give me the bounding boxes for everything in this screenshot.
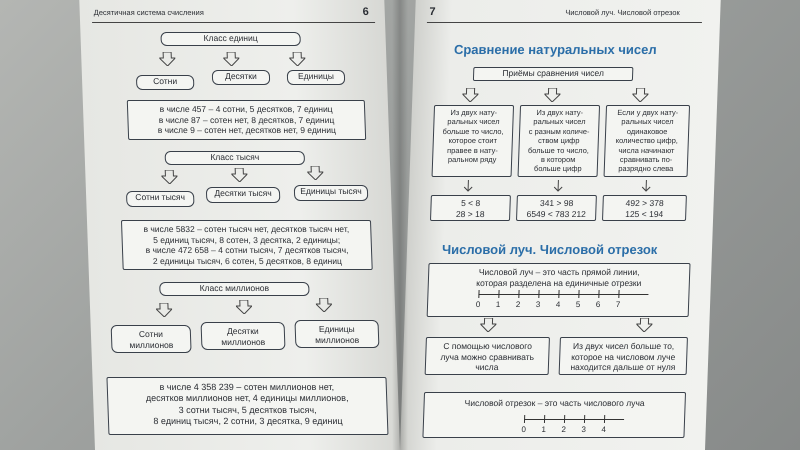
methods-title: Приёмы сравнения чисел	[473, 67, 633, 81]
number-segment	[521, 419, 624, 434]
ray-tick	[498, 290, 499, 298]
class-units-example: в числе 457 – 4 сотни, 5 десятков, 7 единиц в числе 87 – сотен нет, 8 десятков, 7 единиц в числе 9 – сотен нет, десятков нет, 9 единиц	[127, 100, 366, 140]
segment-tick-label: 1	[541, 425, 547, 434]
right-page	[400, 0, 721, 450]
section-title-number-ray: Числовой луч. Числовой отрезок	[441, 242, 658, 257]
thousands-ones: Единицы тысяч	[294, 185, 369, 201]
millions-hundreds: Сотни миллионов	[111, 325, 192, 353]
example-2: 341 > 98 6549 < 783 212	[516, 195, 597, 221]
units-tens: Десятки	[212, 70, 271, 85]
segment-tick	[544, 415, 545, 423]
header-rule	[92, 22, 375, 23]
ray-tick	[578, 290, 579, 298]
method-1: Из двух нату- ральных чисел больше то число, которое стоит правее в нату- ральном ряду	[432, 105, 515, 177]
segment-tick-label: 0	[521, 425, 527, 434]
millions-tens: Десятки миллионов	[201, 322, 286, 350]
left-page-number: 6	[362, 6, 370, 18]
left-page-header: Десятичная система счисления	[93, 8, 205, 17]
millions-ones: Единицы миллионов	[294, 320, 379, 348]
ray-tick-label: 1	[495, 300, 501, 309]
segment-tick-label: 2	[561, 425, 567, 434]
ray-tick	[618, 290, 619, 298]
right-page-header: Числовой луч. Числовой отрезок	[565, 8, 680, 17]
ray-tick-label: 2	[515, 300, 521, 309]
segment-tick	[604, 415, 605, 423]
segment-tick	[584, 415, 585, 423]
ray-tick	[598, 290, 599, 298]
segment-definition: Числовой отрезок – это часть числового луча	[464, 398, 645, 408]
segment-tick-label: 4	[601, 425, 607, 434]
section-title-comparison: Сравнение натуральных чисел	[453, 42, 657, 57]
ray-tick	[478, 290, 479, 298]
method-3: Если у двух нату- ральных чисел одинаковое количество цифр, числа начинают сравнивать по- разрядно слева	[604, 105, 691, 177]
ray-tick	[538, 290, 539, 298]
class-millions-title: Класс миллионов	[159, 282, 309, 296]
thousands-tens: Десятки тысяч	[206, 187, 281, 203]
right-page-number: 7	[429, 6, 436, 18]
ray-note-right: Из двух чисел больше то, которое на числовом луче находится дальше от нуля	[559, 337, 688, 375]
units-hundreds: Сотни	[136, 75, 195, 90]
header-rule	[427, 22, 702, 23]
segment-tick-label: 3	[581, 425, 587, 434]
left-page	[79, 0, 400, 450]
example-1: 5 < 8 28 > 18	[430, 195, 511, 221]
units-ones: Единицы	[287, 70, 346, 85]
segment-box	[422, 392, 686, 438]
class-units-title: Класс единиц	[160, 32, 300, 46]
ray-definition: Числовой луч – это часть прямой линии, которая разделена на единичные отрезки	[476, 267, 642, 288]
ray-tick-label: 5	[575, 300, 581, 309]
class-thousands-title: Класс тысяч	[165, 151, 305, 165]
ray-tick-label: 6	[595, 300, 601, 309]
ray-tick-label: 4	[555, 300, 561, 309]
method-2: Из двух нату- ральных чисел с разным количе- ством цифр больше то число, в котором больше цифр	[518, 105, 601, 177]
class-millions-example: в числе 4 358 239 – сотен миллионов нет, десятков миллионов нет, 4 единицы миллионов, 3 сотни тысяч, 5 десятков тысяч, 8 единиц тысяч, 2 сотни, 3 десятка, 9 единиц	[106, 377, 388, 435]
example-3: 492 > 378 125 < 194	[602, 195, 687, 221]
ray-tick-label: 7	[615, 300, 621, 309]
class-thousands-example: в числе 5832 – сотен тысяч нет, десятков тысяч нет, 5 единиц тысяч, 8 сотен, 3 десятка, 2 единицы; в числе 472 658 – 4 сотни тысяч, 7 десятков тысяч, 2 единицы тысяч, 6 сотен, 5 десятков, 8 единиц	[121, 220, 373, 270]
thousands-hundreds: Сотни тысяч	[126, 191, 195, 207]
book-spine	[392, 0, 408, 450]
ray-note-left: С помощью числового луча можно сравнивать числа	[425, 337, 550, 375]
ray-tick-label: 3	[535, 300, 541, 309]
number-ray	[475, 294, 648, 309]
segment-tick	[564, 415, 565, 423]
ray-tick	[558, 290, 559, 298]
segment-tick	[524, 415, 525, 423]
ray-tick	[518, 290, 519, 298]
ray-box	[427, 263, 691, 317]
ray-tick-label: 0	[475, 300, 481, 309]
